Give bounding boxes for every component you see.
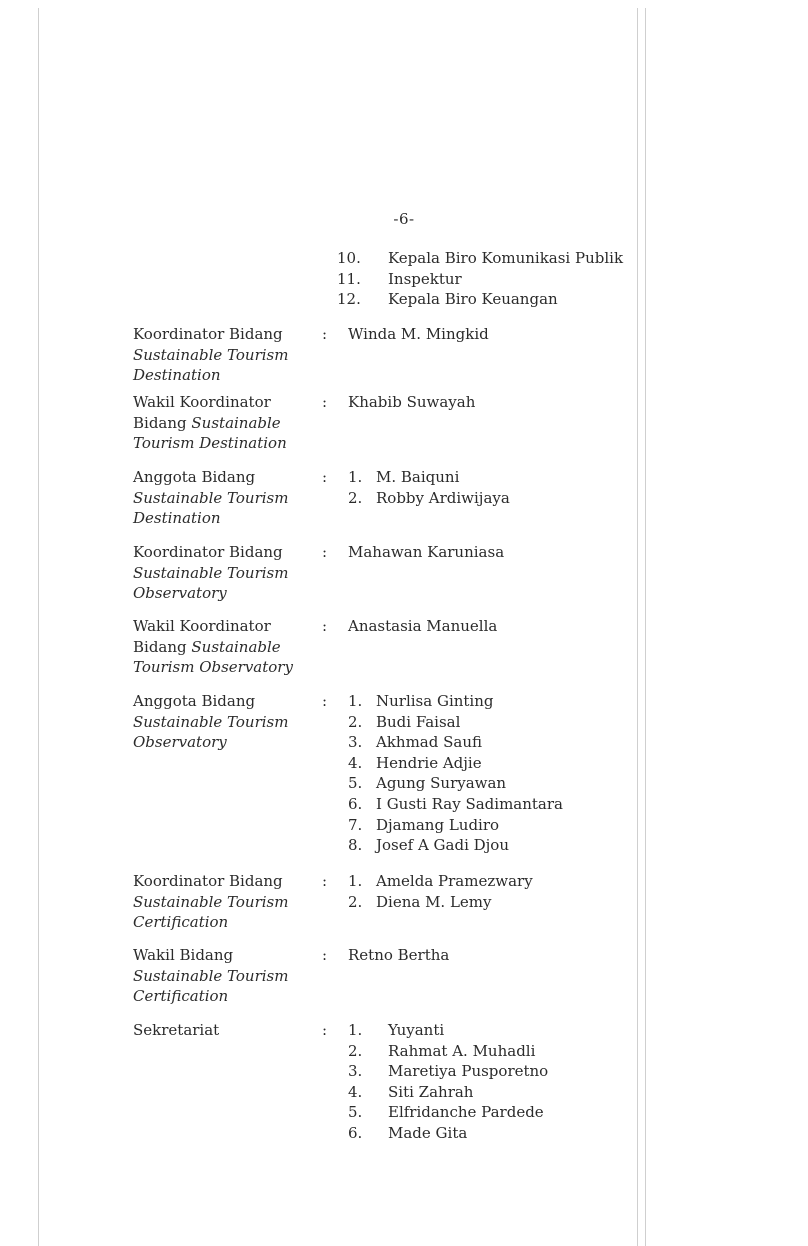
role-label xyxy=(133,691,313,753)
role-label-line: Sustainable Tourism xyxy=(133,563,289,582)
member-list xyxy=(348,392,638,413)
role-label-line: Sekretariat xyxy=(133,1021,220,1039)
role-label-line: Sustainable Tourism xyxy=(133,892,289,911)
role-label-line: Anggota Bidang xyxy=(133,692,256,710)
member-name: 8. Josef A Gadi Djou xyxy=(348,836,510,855)
role-label-line: Tourism Destination xyxy=(133,434,287,453)
role-label xyxy=(133,616,313,678)
member-list xyxy=(348,945,638,966)
role-label xyxy=(133,871,313,933)
list-item: 11. Inspektur xyxy=(337,269,462,288)
page-number: -6- xyxy=(393,210,415,228)
member-list xyxy=(348,467,638,508)
role-label-line: Anggota Bidang xyxy=(133,468,256,486)
role-label-line: Koordinator Bidang xyxy=(133,325,283,343)
member-list xyxy=(348,1020,638,1144)
role-label xyxy=(133,1020,313,1041)
role-label-line: Sustainable Tourism xyxy=(133,488,289,507)
role-label-line: Observatory xyxy=(133,733,227,752)
role-label xyxy=(133,542,313,604)
member-name: Khabib Suwayah xyxy=(348,393,476,411)
role-label-line: Certification xyxy=(133,913,229,932)
member-list xyxy=(348,691,638,856)
list-item: 10. Kepala Biro Komunikasi Publik xyxy=(337,249,624,267)
member-list xyxy=(348,871,638,912)
role-label xyxy=(133,945,313,1007)
right-margin-line-outer xyxy=(645,8,646,1246)
role-label-line: Bidang Sustainable xyxy=(133,637,281,656)
role-label-line: Koordinator Bidang xyxy=(133,872,283,890)
role-label-line: Observatory xyxy=(133,584,227,603)
member-name: 3. Akhmad Saufi xyxy=(348,733,483,752)
colon-separator: : xyxy=(322,692,328,710)
role-label-line: Certification xyxy=(133,987,229,1006)
colon-separator: : xyxy=(322,468,328,486)
member-name: 5. Agung Suryawan xyxy=(348,774,507,793)
member-name: 2. Diena M. Lemy xyxy=(348,892,492,911)
colon-separator: : xyxy=(322,617,328,635)
colon-separator: : xyxy=(322,543,328,561)
member-name: 3. Maretiya Pusporetno xyxy=(348,1062,549,1081)
role-label-line: Sustainable Tourism xyxy=(133,966,289,985)
member-name: 7. Djamang Ludiro xyxy=(348,815,500,834)
member-list xyxy=(348,324,638,345)
member-name: 4. Hendrie Adjie xyxy=(348,753,482,772)
list-item: 12. Kepala Biro Keuangan xyxy=(337,290,558,309)
member-name: Winda M. Mingkid xyxy=(348,325,489,343)
colon-separator: : xyxy=(322,946,328,964)
role-label-line: Bidang Sustainable xyxy=(133,413,281,432)
role-label-line: Sustainable Tourism xyxy=(133,712,289,731)
colon-separator: : xyxy=(322,1021,328,1039)
colon-separator: : xyxy=(322,393,328,411)
member-name: Retno Bertha xyxy=(348,946,450,964)
member-name: 5. Elfridanche Pardede xyxy=(348,1103,544,1122)
member-list xyxy=(348,616,638,637)
role-label xyxy=(133,467,313,529)
member-name: 1. Yuyanti xyxy=(348,1021,445,1039)
member-name: 1. Nurlisa Ginting xyxy=(348,692,494,710)
member-name: Anastasia Manuella xyxy=(348,617,498,635)
member-name: 6. Made Gita xyxy=(348,1123,468,1142)
role-label-line: Koordinator Bidang xyxy=(133,543,283,561)
member-name: 6. I Gusti Ray Sadimantara xyxy=(348,794,563,813)
member-list xyxy=(348,542,638,563)
role-label-line: Sustainable Tourism xyxy=(133,345,289,364)
role-label-line: Wakil Koordinator xyxy=(133,393,271,411)
member-name: 2. Budi Faisal xyxy=(348,712,461,731)
colon-separator: : xyxy=(322,325,328,343)
role-label xyxy=(133,392,313,454)
role-label-line: Wakil Bidang xyxy=(133,946,234,964)
member-name: 4. Siti Zahrah xyxy=(348,1082,474,1101)
member-name: 1. Amelda Pramezwary xyxy=(348,872,533,890)
role-label-line: Tourism Observatory xyxy=(133,658,293,677)
member-name: 2. Rahmat A. Muhadli xyxy=(348,1041,536,1060)
role-label-line: Destination xyxy=(133,509,221,528)
continued-list xyxy=(337,248,623,310)
role-label-line: Destination xyxy=(133,366,221,385)
left-margin-line xyxy=(38,8,39,1246)
colon-separator: : xyxy=(322,872,328,890)
role-label xyxy=(133,324,313,386)
member-name: 1. M. Baiquni xyxy=(348,468,460,486)
member-name: Mahawan Karuniasa xyxy=(348,543,505,561)
member-name: 2. Robby Ardiwijaya xyxy=(348,488,510,507)
role-label-line: Wakil Koordinator xyxy=(133,617,271,635)
